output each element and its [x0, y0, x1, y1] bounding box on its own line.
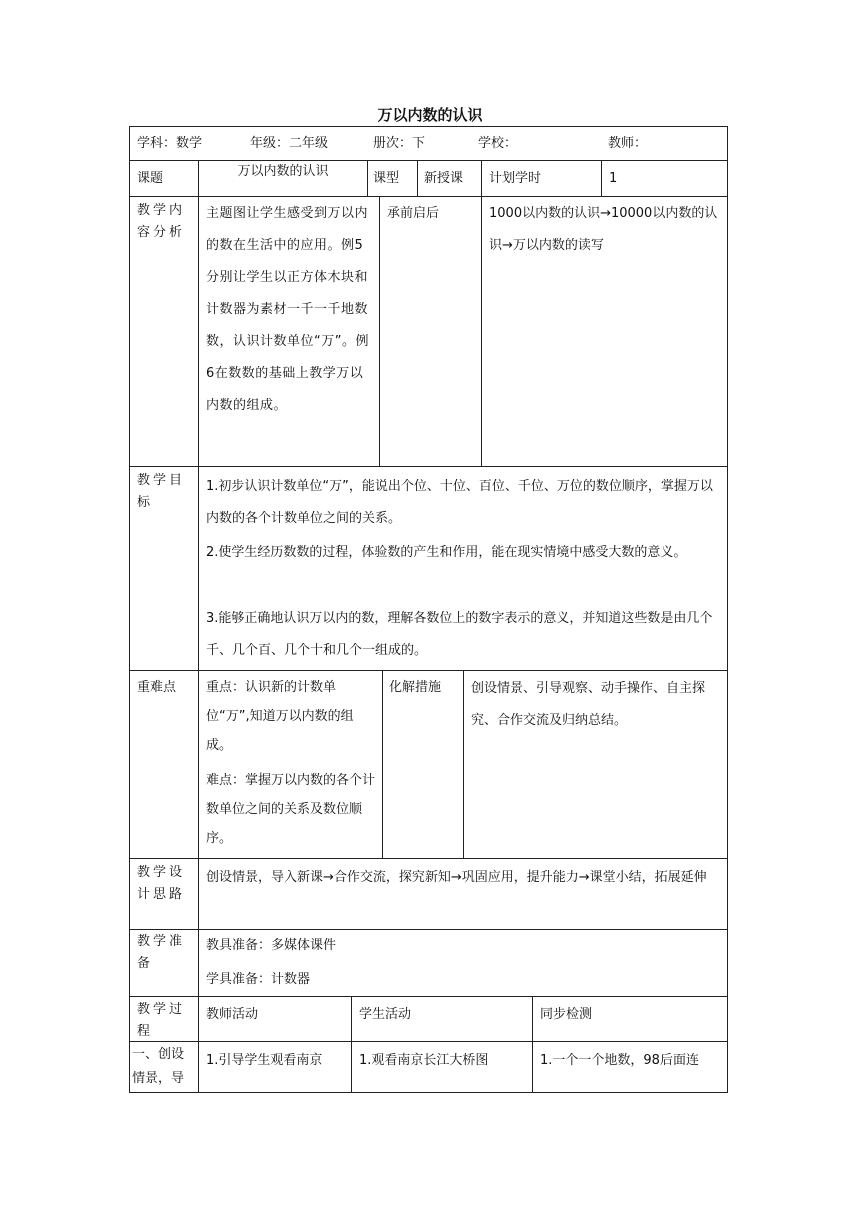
measures-text: 创设情景、引导观察、动手操作、自主探究、合作交流及归纳总结。	[471, 681, 706, 728]
key-point-text: 重点：认识新的计数单位“万”,知道万以内数的组成。	[206, 680, 354, 753]
school-field: 学校：	[478, 136, 518, 151]
stage-label: 一、创设情景，导	[132, 1047, 185, 1086]
prep-label: 教学准备	[137, 934, 186, 971]
objective-item-1: 1.初步认识计数单位“万”，能说出个位、十位、百位、千位、万位的数位顺序，掌握万以内数的各个计数单位之间的关系。	[206, 479, 713, 526]
subject-field: 学科：数学	[137, 136, 203, 151]
teacher-field: 教师：	[608, 136, 648, 151]
topic-label: 课题	[137, 171, 164, 186]
objective-item-3: 3.能够正确地认识万以内的数，理解各数位上的数字表示的意义，并知道这些数是由几个千、几个百、几个十和几个一组成的。	[206, 611, 713, 658]
keypoints-mid-label: 化解措施	[389, 680, 442, 695]
content-right-text: 1000以内数的认识→10000以内数的认识→万以内数的读写	[489, 206, 718, 253]
col-teacher-activity: 教师活动	[206, 1007, 259, 1022]
keypoints-label: 重难点	[137, 680, 177, 695]
hours-value-cell	[601, 160, 728, 197]
stage-check-text: 1.一个一个地数，98后面连	[540, 1053, 699, 1068]
hours-label: 计划学时	[489, 171, 542, 186]
page-title: 万以内数的认识	[377, 106, 483, 124]
student-tools: 学具准备：计数器	[206, 972, 311, 987]
col-sync-check: 同步检测	[540, 1007, 593, 1022]
topic-value: 万以内数的认识	[237, 164, 329, 179]
content-mid-label: 承前启后	[387, 206, 440, 221]
hours-value: 1	[609, 171, 618, 186]
teacher-tools: 教具准备：多媒体课件	[206, 938, 337, 953]
difficult-point-text: 难点：掌握万以内数的各个计数单位之间的关系及数位顺序。	[206, 773, 376, 846]
grade-field: 年级：二年级	[250, 136, 329, 151]
objectives-label: 教学目标	[137, 473, 186, 510]
stage-student-text: 1.观看南京长江大桥图	[359, 1053, 489, 1068]
type-label: 课型	[373, 171, 400, 186]
type-value: 新授课	[424, 171, 464, 186]
content-label: 教学内容分析	[137, 203, 186, 240]
col-student-activity: 学生活动	[359, 1007, 412, 1022]
design-text: 创设情景，导入新课→合作交流，探究新知→巩固应用，提升能力→课堂小结，拓展延伸	[206, 870, 707, 885]
content-mid-cell	[379, 196, 482, 467]
volume-field: 册次：下	[373, 136, 426, 151]
stage-teacher-text: 1.引导学生观看南京	[206, 1053, 323, 1068]
objective-item-2: 2.使学生经历数数的过程，体验数的产生和作用，能在现实情境中感受大数的意义。	[206, 545, 687, 560]
process-label: 教学过程	[137, 1002, 186, 1039]
design-label: 教学设计思路	[137, 865, 186, 902]
content-text: 主题图让学生感受到万以内的数在生活中的应用。例5分别让学生以正方体木块和计数器为素材一千一千地数数，认识计数单位“万”。例6在数数的基础上教学万以内数的组成。	[206, 206, 369, 413]
